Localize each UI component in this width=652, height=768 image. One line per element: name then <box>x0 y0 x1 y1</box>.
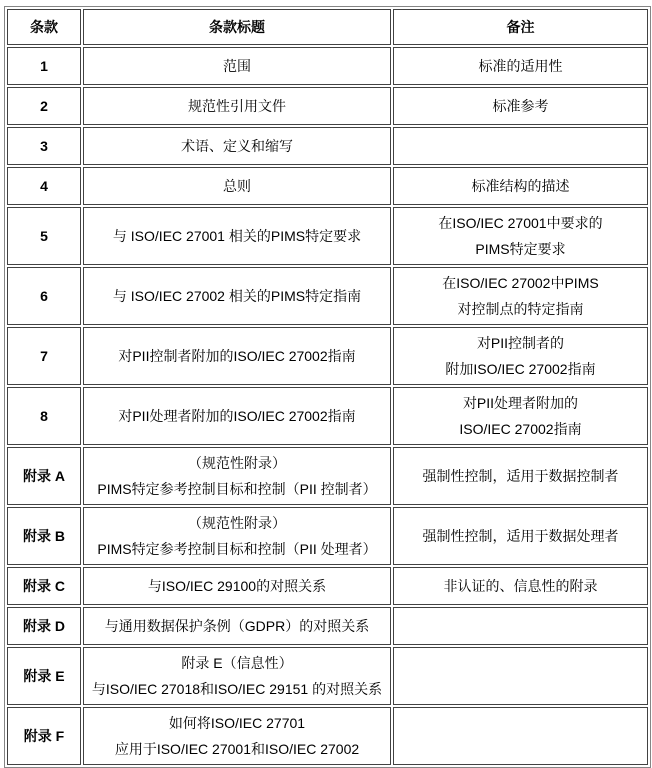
cell-line: 术语、定义和缩写 <box>181 138 293 154</box>
cell-note <box>393 607 648 645</box>
cell-clause: 附录 E <box>7 647 81 705</box>
column-header-clause: 条款 <box>7 9 81 45</box>
table-row <box>7 707 648 765</box>
cell-line: 在ISO/IEC 27001中要求的 <box>438 215 603 231</box>
cell-note <box>393 387 648 445</box>
cell-title <box>83 87 391 125</box>
cell-line: ISO/IEC 27002指南 <box>459 421 582 437</box>
cell-note <box>393 87 648 125</box>
cell-clause: 2 <box>7 87 81 125</box>
cell-clause: 附录 C <box>7 567 81 605</box>
cell-line: PIMS特定参考控制目标和控制（PII 处理者） <box>97 541 377 557</box>
cell-line: PIMS特定要求 <box>475 241 566 257</box>
cell-line: 附加ISO/IEC 27002指南 <box>445 361 596 377</box>
cell-line: 对PII控制者附加的ISO/IEC 27002指南 <box>118 348 356 364</box>
cell-title <box>83 507 391 565</box>
cell-note <box>393 707 648 765</box>
column-header-note: 备注 <box>393 9 648 45</box>
cell-clause: 8 <box>7 387 81 445</box>
cell-clause: 5 <box>7 207 81 265</box>
header-row <box>7 9 648 45</box>
cell-title <box>83 447 391 505</box>
cell-line: 如何将ISO/IEC 27701 <box>168 715 306 731</box>
cell-line: 总则 <box>223 178 251 194</box>
cell-line: 与 ISO/IEC 27001 相关的PIMS特定要求 <box>112 228 362 244</box>
cell-line: 附录 E（信息性） <box>181 655 293 671</box>
cell-title <box>83 127 391 165</box>
cell-line: 标准参考 <box>492 98 549 114</box>
cell-line: （规范性附录） <box>188 455 286 471</box>
table-row <box>7 647 648 705</box>
cell-line: 与ISO/IEC 27018和ISO/IEC 29151 的对照关系 <box>91 681 383 697</box>
cell-clause: 附录 A <box>7 447 81 505</box>
cell-title <box>83 167 391 205</box>
cell-clause: 1 <box>7 47 81 85</box>
cell-line: 强制性控制，适用于数据处理者 <box>422 528 619 544</box>
cell-line: 应用于ISO/IEC 27001和ISO/IEC 27002 <box>114 741 360 757</box>
table-row <box>7 327 648 385</box>
cell-line: 标准结构的描述 <box>471 178 570 194</box>
cell-line: 对PII控制者的 <box>476 335 565 351</box>
cell-title <box>83 327 391 385</box>
table-row <box>7 207 648 265</box>
cell-line: PIMS特定参考控制目标和控制（PII 控制者） <box>97 481 377 497</box>
cell-title <box>83 267 391 325</box>
column-header-title: 条款标题 <box>83 9 391 45</box>
cell-line: 与 ISO/IEC 27002 相关的PIMS特定指南 <box>112 288 362 304</box>
table-row <box>7 127 648 165</box>
cell-title <box>83 607 391 645</box>
table-row <box>7 47 648 85</box>
cell-note <box>393 267 648 325</box>
cell-clause: 附录 B <box>7 507 81 565</box>
cell-note <box>393 47 648 85</box>
table-row <box>7 567 648 605</box>
cell-line: 在ISO/IEC 27002中PIMS <box>442 275 599 291</box>
cell-line: 对控制点的特定指南 <box>457 301 584 317</box>
cell-line: 标准的适用性 <box>478 58 563 74</box>
cell-note <box>393 207 648 265</box>
cell-line: （规范性附录） <box>188 515 286 531</box>
cell-clause: 6 <box>7 267 81 325</box>
cell-note <box>393 127 648 165</box>
cell-clause: 7 <box>7 327 81 385</box>
clauses-table <box>4 6 651 768</box>
table-body <box>7 47 648 765</box>
cell-line: 强制性控制，适用于数据控制者 <box>422 468 619 484</box>
table-row <box>7 167 648 205</box>
table-row <box>7 447 648 505</box>
cell-line: 对PII处理者附加的ISO/IEC 27002指南 <box>118 408 356 424</box>
cell-title <box>83 707 391 765</box>
cell-clause: 4 <box>7 167 81 205</box>
cell-line: 范围 <box>223 58 251 74</box>
cell-line: 非认证的、信息性的附录 <box>443 578 598 594</box>
table-row <box>7 387 648 445</box>
cell-title <box>83 567 391 605</box>
cell-title <box>83 47 391 85</box>
cell-clause: 附录 D <box>7 607 81 645</box>
cell-clause: 3 <box>7 127 81 165</box>
table-row <box>7 87 648 125</box>
cell-line: 与通用数据保护条例（GDPR）的对照关系 <box>104 618 370 634</box>
cell-line: 规范性引用文件 <box>188 98 286 114</box>
table-row <box>7 507 648 565</box>
cell-note <box>393 327 648 385</box>
cell-title <box>83 207 391 265</box>
cell-line: 与ISO/IEC 29100的对照关系 <box>147 578 327 594</box>
cell-note <box>393 167 648 205</box>
table-row <box>7 607 648 645</box>
cell-title <box>83 647 391 705</box>
cell-note <box>393 647 648 705</box>
cell-note <box>393 567 648 605</box>
cell-note <box>393 447 648 505</box>
table-row <box>7 267 648 325</box>
cell-note <box>393 507 648 565</box>
cell-clause: 附录 F <box>7 707 81 765</box>
cell-title <box>83 387 391 445</box>
cell-line: 对PII处理者附加的 <box>462 395 579 411</box>
